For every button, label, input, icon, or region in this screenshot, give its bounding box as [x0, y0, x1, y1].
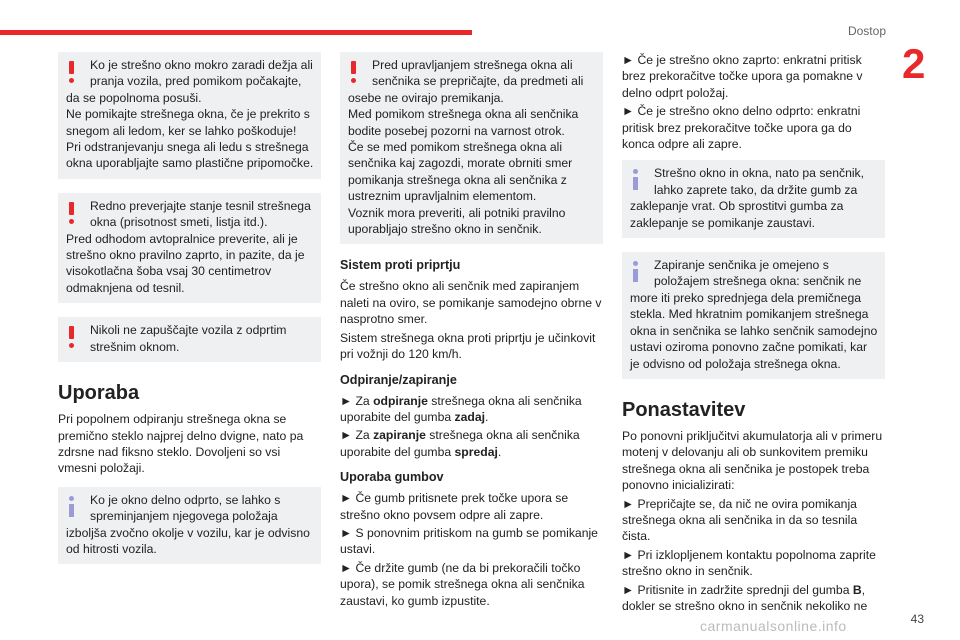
bullet-item: ► Pritisnite in zadržite sprednji del gumba B, dokler se strešno okno in senčnik nekoliko ne [622, 582, 868, 613]
warning-text: Voznik mora preveriti, ali potniki pravilno uporabljajo strešno okno in senčnik. [348, 205, 566, 237]
warning-text: osebe ne ovirajo premikanja. [348, 90, 504, 105]
paragraph: Če strešno okno ali senčnik med zapiranjem naleti na oviro, se pomikanje samodejno obrne v nasprotno smer. [340, 279, 602, 327]
page-number: 43 [910, 612, 924, 626]
warning-icon [66, 57, 90, 73]
bullet-item: ► Pri izklopljenem kontaktu popolnoma zaprite strešno okno in senčnik. [622, 547, 876, 579]
info-icon [630, 257, 654, 273]
bullet-item: ► Za odpiranje strešnega okna ali senčnika uporabite del gumba zadaj. [340, 393, 582, 424]
section-heading: Ponastavitev [622, 398, 746, 421]
info-icon [630, 165, 654, 181]
watermark: carmanualsonline.info [700, 618, 847, 634]
warning-icon [66, 322, 90, 338]
warning-text: Nikoli ne zapuščajte vozila z odprtim strešnim oknom. [90, 323, 287, 354]
red-header-bar [0, 30, 472, 35]
bullet-item: ► Če držite gumb (ne da bi prekoračili točko upora), se pomik strešnega okna ali senčnika zaustavi, ko gumb izpustite. [340, 560, 585, 608]
subheading: Odpiranje/zapiranje [340, 372, 457, 387]
info-text: more iti preko sprednjega dela premičnega stekla. Med hkratnim pomikanjem strešnega okna in senčnika se lahko senčnik samodejno ustavi oziroma ponovno začne pomikati, kar je odvisno od položaja strešnega okna. [630, 290, 878, 371]
info-box [622, 252, 885, 379]
bullet-item: ► Če gumb pritisnete prek točke upora se strešno okno povsem odpre ali zapre. [340, 491, 569, 522]
subheading: Sistem proti priprtju [340, 258, 461, 273]
warning-icon [66, 198, 90, 214]
warning-text: Pri odstranjevanju snega ali ledu s strešnega okna uporabljajte samo plastične pripomočke. [66, 140, 314, 171]
warning-text: Ne pomikajte strešnega okna, če je prekrito s snegom ali ledom, ker se lahko poškoduje! [66, 107, 310, 138]
warning-box [58, 52, 321, 179]
section-heading: Uporaba [58, 382, 140, 405]
info-box [58, 487, 321, 565]
paragraph: Po ponovni priključitvi akumulatorja ali v primeru motenj v delovanju ali ob sunkovitem premiku strešnega okna ali senčnika je postopek treba ponovno inicializirati: [622, 428, 883, 493]
warning-text: Če se med pomikom strešnega okna ali senčnika kaj zagozdi, morate obrniti smer pomikanja strešnega okna ali senčnika z ustreznim upravljalnim elementom. [348, 140, 573, 204]
bullet-item: ► Če je strešno okno delno odprto: enkratni pritisk brez prekoračitve točke upora ga do konca odpre ali zapre. [622, 104, 861, 152]
warning-text: Ko je strešno okno mokro zaradi dežja ali pranja vozila, pred pomikom počakajte, [90, 58, 313, 89]
info-text: zaklepanje vrat. Ob sprostitvi gumba za zaklepanje se pomikanje zaustavi. [630, 199, 844, 230]
subheading: Uporaba gumbov [340, 470, 444, 485]
chapter-number: 2 [902, 40, 926, 87]
warning-text: da se popolnoma posuši. [66, 90, 202, 105]
column-2 [340, 52, 603, 611]
bullet-item: ► Prepričajte se, da nič ne ovira pomikanja strešnega okna ali senčnika in da so tesnila čista. [622, 496, 858, 544]
bullet-item: ► Za zapiranje strešnega okna ali senčnika uporabite del gumba spredaj. [340, 428, 580, 459]
section-title: Dostop [847, 24, 886, 38]
warning-box [58, 193, 321, 303]
paragraph: Sistem strešnega okna proti priprtju je učinkovit pri vožnji do 120 km/h. [340, 330, 596, 362]
warning-text: Redno preverjajte stanje tesnil strešnega okna (prisotnost smeti, listja itd.). [90, 198, 311, 230]
warning-text: Med pomikom strešnega okna ali senčnika bodite posebej pozorni na varnost otrok. [348, 107, 579, 138]
column-1 [58, 52, 321, 578]
info-text: Zapiranje senčnika je omejeno s položajem strešnega okna: senčnik ne [654, 258, 862, 289]
paragraph: Pri popolnem odpiranju strešnega okna se premično steklo najprej delno dvigne, nato pa zdrsne nad fiksno steklo. Dovoljeni so vsi vmesni položaji. [58, 412, 304, 476]
warning-box [58, 317, 321, 362]
bullet-item: ► S ponovnim pritiskom na gumb se pomikanje ustavi. [340, 525, 598, 557]
warning-text: Pred odhodom avtopralnice preverite, ali je strešno okno pravilno zaprto, in pazite, da je visokotlačna šoba vsaj 30 centimetrov odmaknjena od tesnil. [66, 231, 305, 295]
info-text: Strešno okno in okna, nato pa senčnik, lahko zaprete tako, da držite gumb za [654, 166, 865, 197]
column-3 [622, 52, 885, 616]
info-box [622, 160, 885, 238]
info-text: izboljša zvočno okolje v vozilu, kar je odvisno od hitrosti vozila. [66, 525, 310, 556]
info-text: Ko je okno delno odprto, se lahko s spreminjanjem njegovega položaja [90, 492, 281, 524]
warning-box [340, 52, 603, 244]
bullet-item: ► Če je strešno okno zaprto: enkratni pritisk brez prekoračitve točke upora ga pomakne v delno odprt položaj. [622, 53, 863, 100]
info-icon [66, 492, 90, 508]
warning-text: Pred upravljanjem strešnega okna ali senčnika se prepričajte, da predmeti ali [372, 58, 584, 89]
warning-icon [348, 57, 372, 73]
